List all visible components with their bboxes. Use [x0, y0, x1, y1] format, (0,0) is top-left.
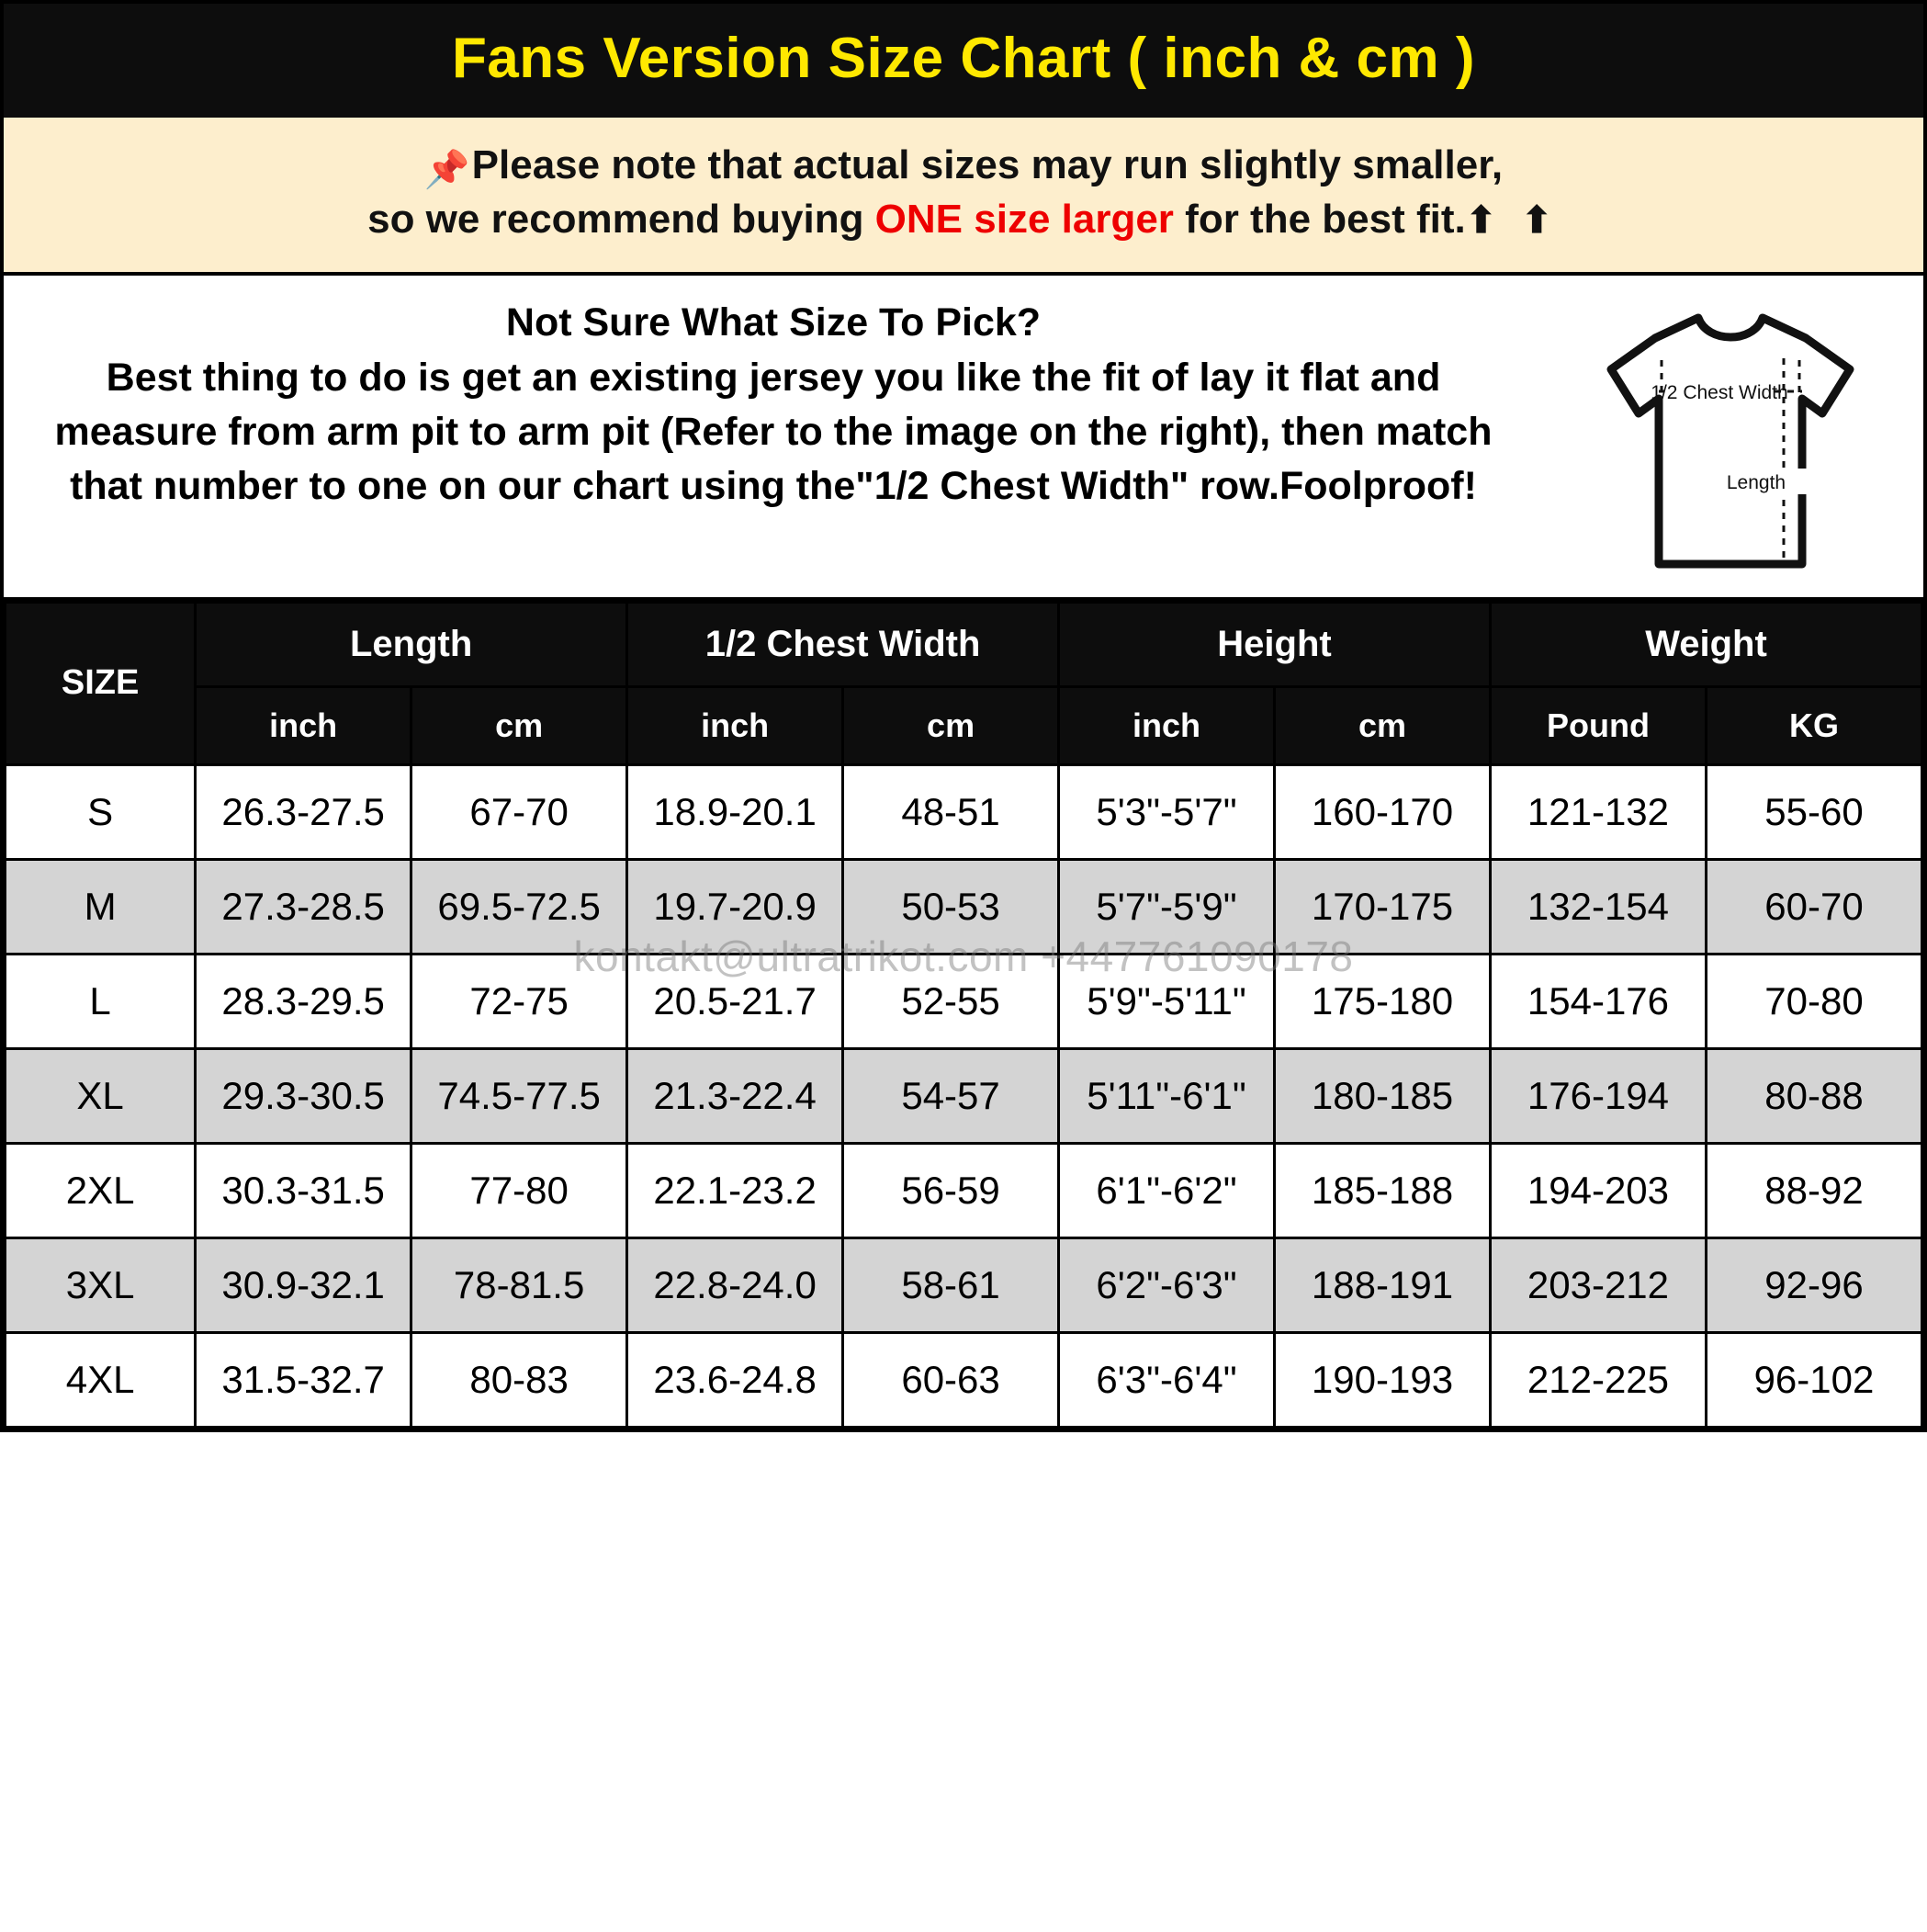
up-arrow-icon: ⬆ ⬆ [1465, 200, 1560, 242]
cell-chest-cm: 56-59 [843, 1143, 1059, 1237]
cell-chest-inch: 21.3-22.4 [627, 1048, 843, 1143]
cell-weight-pound: 212-225 [1490, 1332, 1706, 1427]
shirt-diagram-container [1538, 296, 1923, 579]
cell-height-cm: 185-188 [1275, 1143, 1491, 1237]
cell-chest-inch: 19.7-20.9 [627, 859, 843, 954]
cell-weight-pound: 194-203 [1490, 1143, 1706, 1237]
cell-length-inch: 28.3-29.5 [196, 954, 411, 1048]
help-paragraph: Best thing to do is get an existing jersey you like the fit of lay it flat and measure from arm pit to arm pit (Refer to the image on the right), then match that number to one on our chart using the"1/2 Chest Width" row.Foolproof! [54, 355, 1493, 509]
cell-chest-cm: 48-51 [843, 764, 1059, 859]
cell-chest-cm: 52-55 [843, 954, 1059, 1048]
table-row [6, 954, 1922, 1048]
cell-height-inch: 5'7"-5'9" [1059, 859, 1275, 954]
cell-height-cm: 160-170 [1275, 764, 1491, 859]
cell-length-cm: 74.5-77.5 [411, 1048, 627, 1143]
length-label: Length [1726, 471, 1786, 493]
cell-height-inch: 6'1"-6'2" [1059, 1143, 1275, 1237]
cell-weight-pound: 176-194 [1490, 1048, 1706, 1143]
cell-length-inch: 30.3-31.5 [196, 1143, 411, 1237]
note-line-1 [22, 140, 1905, 194]
table-row [6, 764, 1922, 859]
note-highlight: ONE size larger [874, 197, 1174, 243]
cell-height-cm: 170-175 [1275, 859, 1491, 954]
cell-height-cm: 190-193 [1275, 1332, 1491, 1427]
cell-weight-pound: 203-212 [1490, 1237, 1706, 1332]
header-row-units [6, 686, 1922, 764]
header-height-cm: cm [1275, 686, 1491, 764]
cell-length-inch: 26.3-27.5 [196, 764, 411, 859]
chest-width-label: 1/2 Chest Width [1651, 381, 1788, 403]
size-table [4, 601, 1923, 1429]
note-line-2 [22, 194, 1905, 245]
cell-chest-cm: 58-61 [843, 1237, 1059, 1332]
note-line-2-before: so we recommend buying [367, 197, 875, 243]
cell-chest-inch: 22.1-23.2 [627, 1143, 843, 1237]
header-group-length: Length [196, 602, 627, 686]
cell-chest-cm: 60-63 [843, 1332, 1059, 1427]
header-chest-inch: inch [627, 686, 843, 764]
cell-length-cm: 67-70 [411, 764, 627, 859]
size-table-body [6, 764, 1922, 1427]
help-section [4, 276, 1923, 601]
cell-chest-inch: 20.5-21.7 [627, 954, 843, 1048]
cell-weight-kg: 60-70 [1706, 859, 1921, 954]
cell-weight-kg: 88-92 [1706, 1143, 1921, 1237]
note-line-1-text: Please note that actual sizes may run slightly smaller, [471, 142, 1504, 188]
table-row [6, 1143, 1922, 1237]
header-size: SIZE [6, 602, 196, 764]
table-row [6, 1237, 1922, 1332]
cell-weight-kg: 55-60 [1706, 764, 1921, 859]
cell-weight-kg: 96-102 [1706, 1332, 1921, 1427]
table-row [6, 859, 1922, 954]
cell-size: 3XL [6, 1237, 196, 1332]
cell-height-cm: 188-191 [1275, 1237, 1491, 1332]
cell-size: L [6, 954, 196, 1048]
cell-length-cm: 77-80 [411, 1143, 627, 1237]
table-row [6, 1332, 1922, 1427]
header-row-groups [6, 602, 1922, 686]
cell-length-cm: 78-81.5 [411, 1237, 627, 1332]
header-weight-kg: KG [1706, 686, 1921, 764]
cell-height-inch: 6'2"-6'3" [1059, 1237, 1275, 1332]
cell-length-inch: 29.3-30.5 [196, 1048, 411, 1143]
tshirt-measure-icon [1547, 303, 1914, 579]
cell-height-inch: 5'9"-5'11" [1059, 954, 1275, 1048]
cell-chest-inch: 18.9-20.1 [627, 764, 843, 859]
cell-chest-inch: 23.6-24.8 [627, 1332, 843, 1427]
cell-chest-cm: 50-53 [843, 859, 1059, 954]
note-line-2-after: for the best fit. [1173, 197, 1466, 243]
cell-size: M [6, 859, 196, 954]
cell-length-cm: 69.5-72.5 [411, 859, 627, 954]
cell-height-inch: 6'3"-6'4" [1059, 1332, 1275, 1427]
cell-length-inch: 31.5-32.7 [196, 1332, 411, 1427]
cell-chest-inch: 22.8-24.0 [627, 1237, 843, 1332]
cell-length-inch: 30.9-32.1 [196, 1237, 411, 1332]
cell-length-cm: 80-83 [411, 1332, 627, 1427]
size-table-head [6, 602, 1922, 764]
cell-weight-kg: 70-80 [1706, 954, 1921, 1048]
cell-size: S [6, 764, 196, 859]
header-length-inch: inch [196, 686, 411, 764]
header-length-cm: cm [411, 686, 627, 764]
cell-height-inch: 5'3"-5'7" [1059, 764, 1275, 859]
cell-height-cm: 180-185 [1275, 1048, 1491, 1143]
header-group-height: Height [1059, 602, 1491, 686]
cell-length-cm: 72-75 [411, 954, 627, 1048]
cell-weight-pound: 121-132 [1490, 764, 1706, 859]
cell-size: 2XL [6, 1143, 196, 1237]
table-row [6, 1048, 1922, 1143]
cell-weight-kg: 80-88 [1706, 1048, 1921, 1143]
header-group-weight: Weight [1490, 602, 1921, 686]
cell-length-inch: 27.3-28.5 [196, 859, 411, 954]
header-chest-cm: cm [843, 686, 1059, 764]
watermark-text: kontakt@ultratrikot.com +447761090178 [573, 932, 1354, 980]
header-weight-pound: Pound [1490, 686, 1706, 764]
cell-chest-cm: 54-57 [843, 1048, 1059, 1143]
help-text-block [4, 296, 1538, 514]
pushpin-icon: 📌 [423, 150, 470, 191]
cell-weight-kg: 92-96 [1706, 1237, 1921, 1332]
cell-size: 4XL [6, 1332, 196, 1427]
help-heading: Not Sure What Size To Pick? [505, 299, 1042, 345]
cell-height-inch: 5'11"-6'1" [1059, 1048, 1275, 1143]
header-height-inch: inch [1059, 686, 1275, 764]
cell-size: XL [6, 1048, 196, 1143]
page-title: Fans Version Size Chart ( inch & cm ) [451, 27, 1476, 90]
cell-height-cm: 175-180 [1275, 954, 1491, 1048]
cell-weight-pound: 132-154 [1490, 859, 1706, 954]
header-group-chest-width: 1/2 Chest Width [627, 602, 1059, 686]
cell-weight-pound: 154-176 [1490, 954, 1706, 1048]
note-banner [4, 118, 1923, 276]
title-bar [4, 4, 1923, 118]
